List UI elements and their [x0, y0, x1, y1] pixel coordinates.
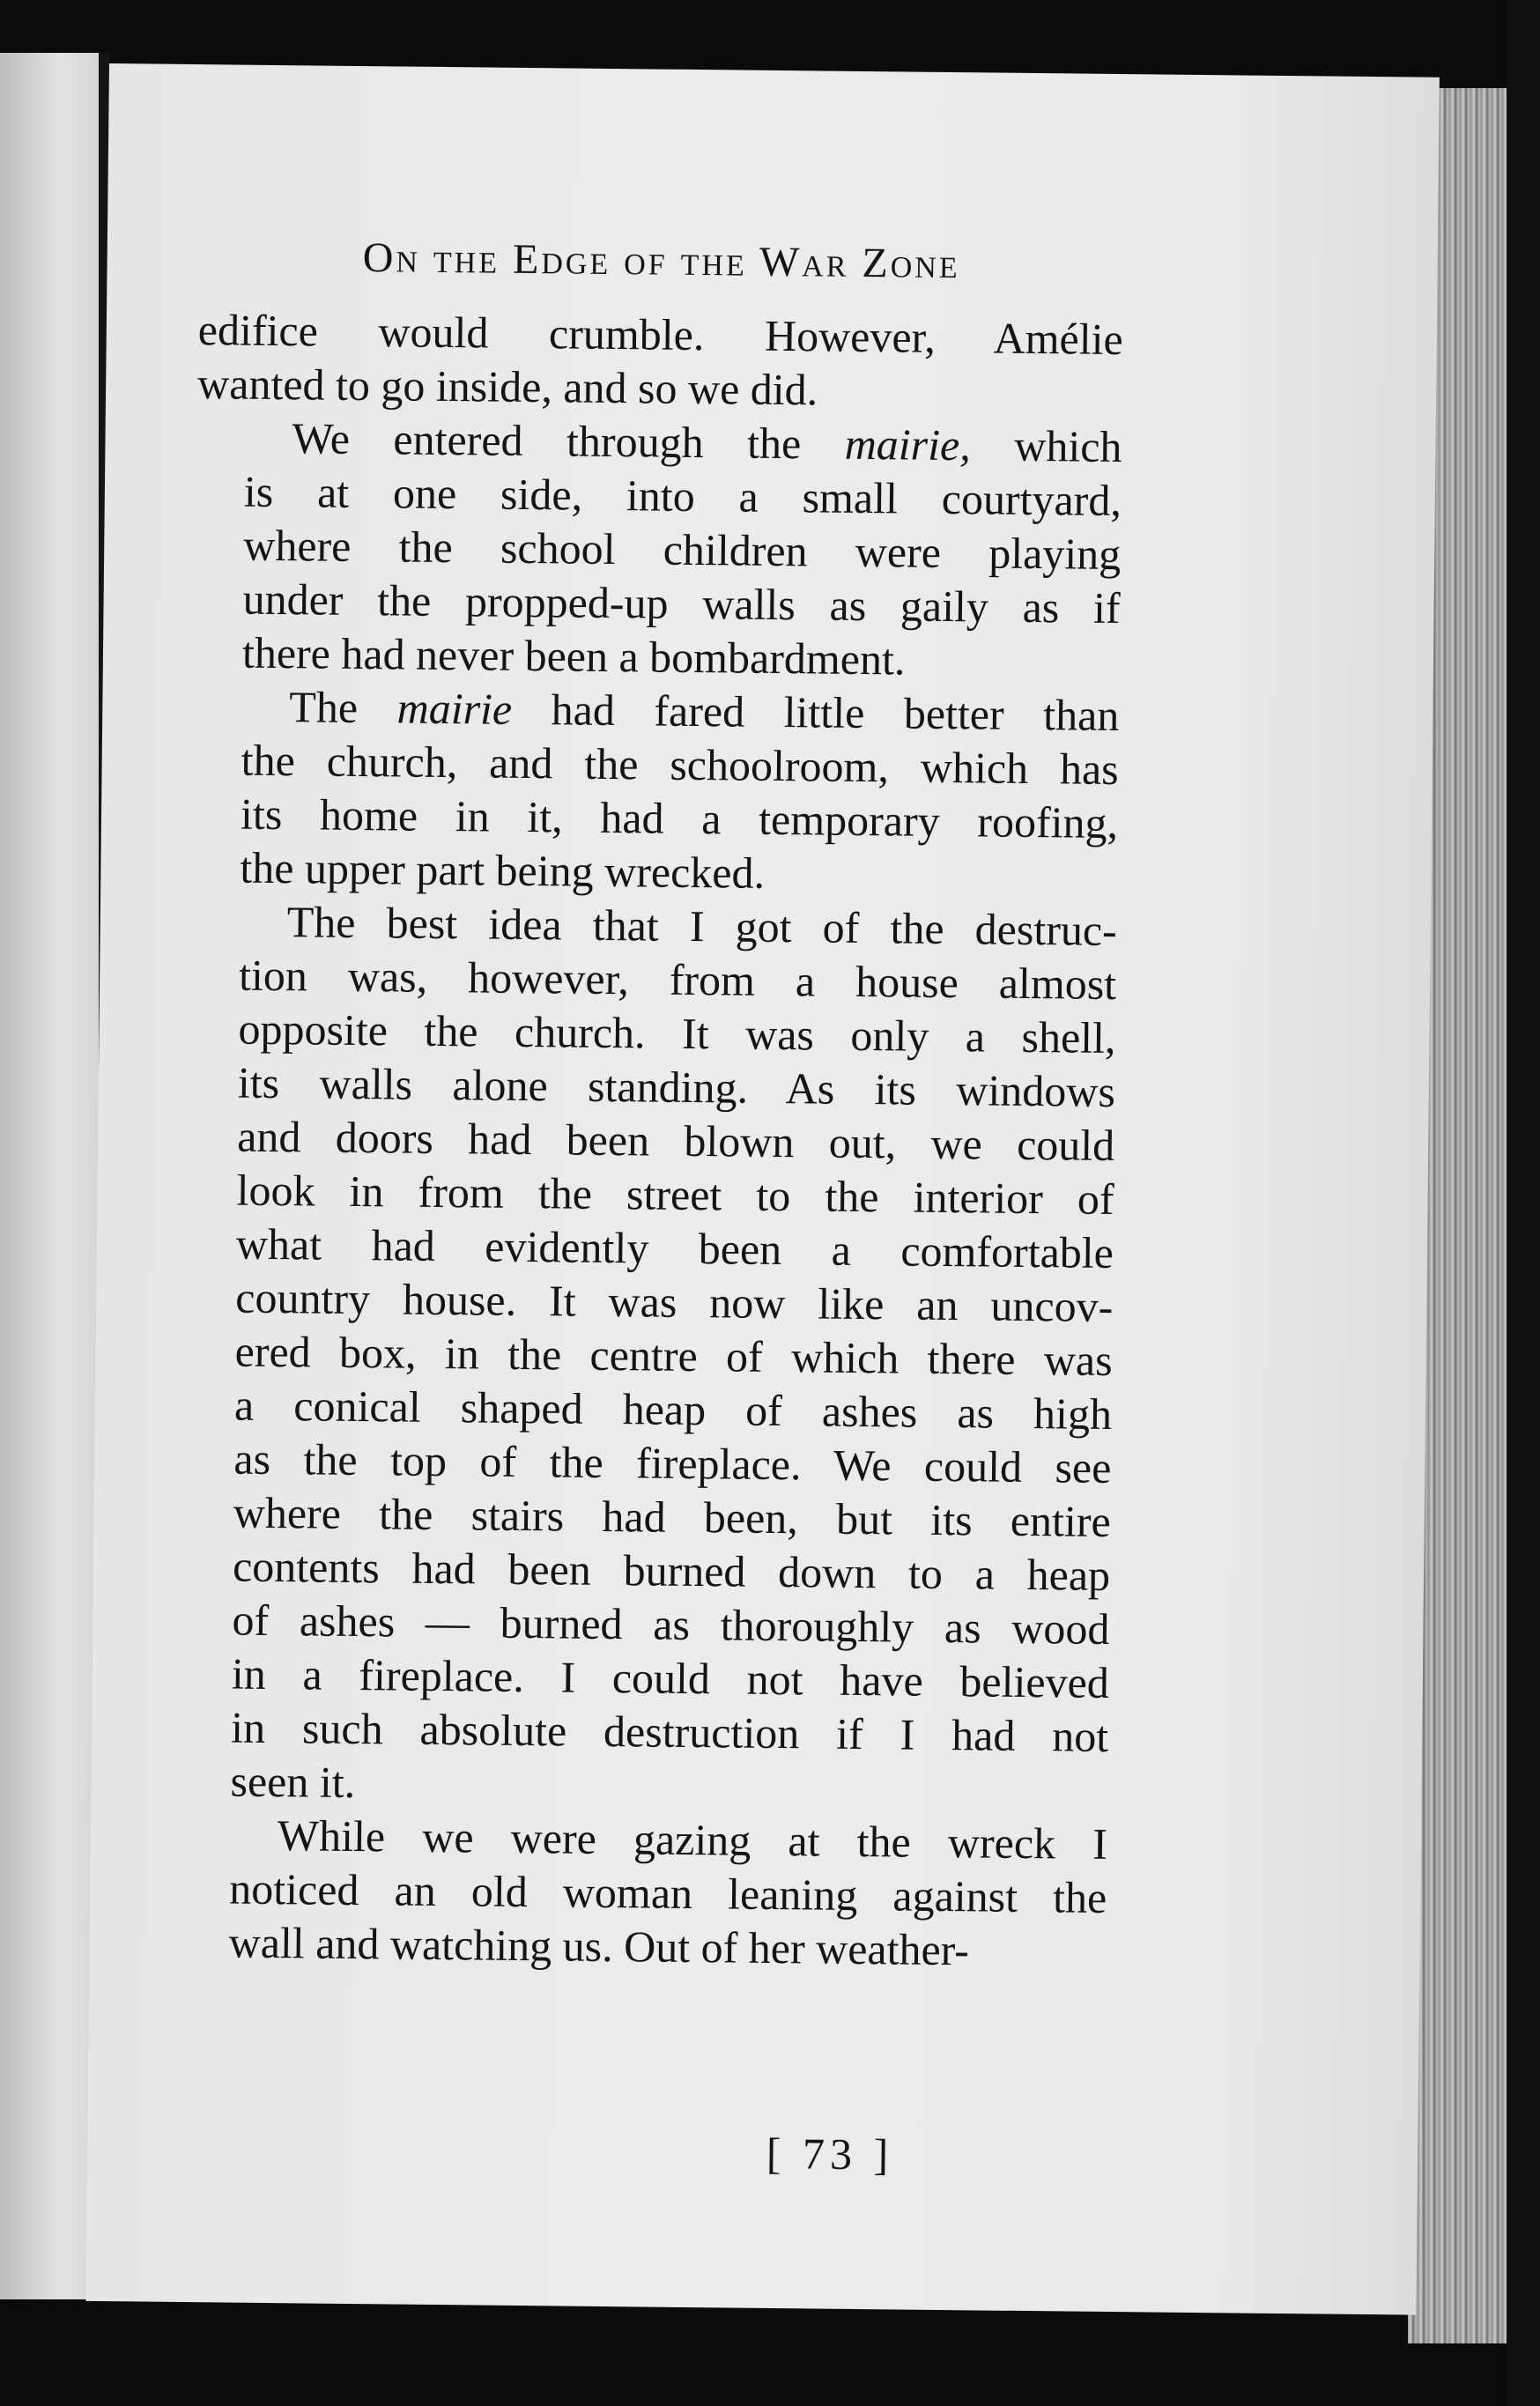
- page-number: [87, 2121, 1013, 2181]
- text-line: what had evidently been a comfortable: [235, 1218, 1114, 1278]
- text-line: where the school children were playing: [242, 520, 1122, 580]
- paragraph: [197, 303, 1123, 420]
- running-head: On the Edge of the War Zone: [362, 234, 960, 288]
- text-line: in a fireplace. I could not have believed: [231, 1648, 1110, 1707]
- page-number-text: [ 73 ]: [766, 2128, 894, 2180]
- paragraph: [192, 679, 1119, 904]
- text-line: wall and watching us. Out of her weather-: [228, 1917, 970, 1975]
- book-page: [85, 63, 1440, 2315]
- scan-background-right: [1507, 0, 1540, 2406]
- text-line: its home in it, had a temporary roofing,: [240, 788, 1119, 848]
- text-line: a conical shaped heap of ashes as high: [233, 1380, 1113, 1439]
- text-line: While we were gazing at the wreck I: [277, 1810, 1108, 1869]
- text-line: as the top of the fireplace. We could see: [233, 1433, 1112, 1492]
- text-line: and doors had been blown out, we could: [236, 1111, 1115, 1171]
- paragraph: [181, 1808, 1107, 1979]
- body-text: [181, 303, 1123, 1979]
- text-line: of ashes — burned as thoroughly as wood: [232, 1595, 1110, 1654]
- text-line: there had never been a bombardment.: [241, 627, 906, 685]
- text-line: edifice would crumble. However, Amélie: [197, 305, 1124, 365]
- text-line: wanted to go inside, and so we did.: [196, 359, 818, 415]
- text-line: in such absolute destruction if I had not: [230, 1702, 1109, 1761]
- text-line: noticed an old woman leaning against the: [229, 1863, 1107, 1922]
- text-line: under the propped-up walls as gaily as if: [242, 574, 1121, 633]
- text-line: The mairie had fared little better than: [289, 682, 1120, 741]
- text-line: where the stairs had been, but its entire: [233, 1487, 1112, 1546]
- text-line: seen it.: [230, 1756, 356, 1808]
- text-line: opposite the church. It was only a shell,: [238, 1003, 1116, 1063]
- text-line: tion was, however, from a house almost: [238, 950, 1117, 1010]
- paragraph: [182, 894, 1117, 1817]
- text-line: is at one side, into a small courtyard,: [243, 466, 1122, 526]
- text-line: the church, and the schoolroom, which has: [241, 735, 1119, 795]
- text-line: the upper part being wrecked.: [240, 842, 766, 898]
- page-text-block: [181, 232, 1124, 1979]
- text-line: ered box, in the centre of which there was: [234, 1326, 1113, 1386]
- text-line: its walls alone standing. As its windows: [237, 1057, 1116, 1117]
- text-line: The best idea that I got of the destruc-: [286, 897, 1118, 956]
- text-line: country house. It was now like an uncov-: [235, 1272, 1114, 1332]
- text-line: We entered through the mairie, which: [292, 413, 1122, 472]
- paragraph: [195, 411, 1122, 689]
- left-page-edge: [0, 53, 99, 2299]
- text-line: contents had been burned down to a heap: [232, 1541, 1111, 1600]
- text-line: look in from the street to the interior of: [236, 1165, 1114, 1225]
